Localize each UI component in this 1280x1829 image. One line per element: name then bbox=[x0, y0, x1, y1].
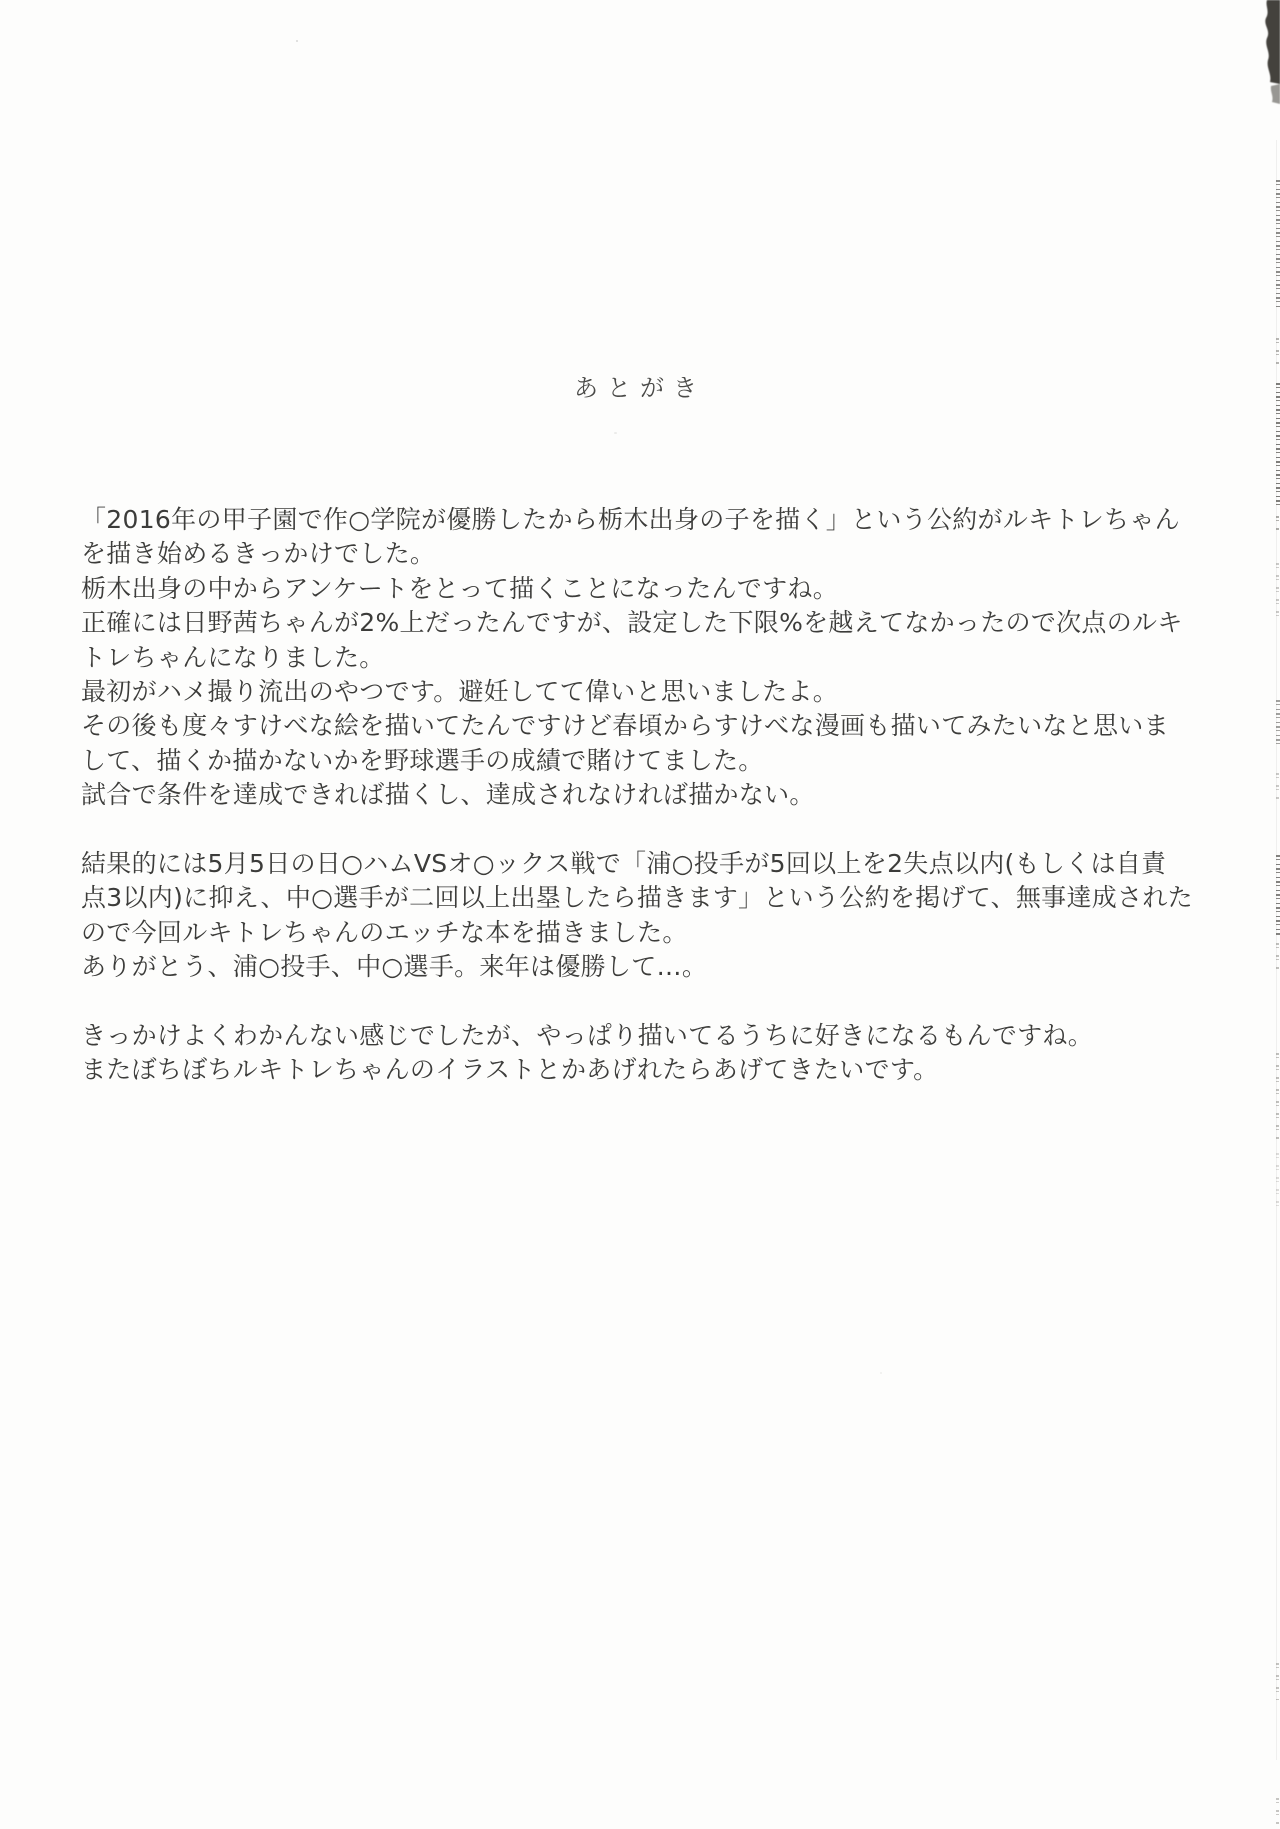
text-line: ありがとう、浦○投手、中○選手。来年は優勝して…。 bbox=[81, 952, 708, 982]
scan-artifact-speckle bbox=[1276, 1050, 1279, 1140]
text-line: 結果的には5月5日の日○ハムVSオ○ックス戦で「浦○投手が5回以上を2失点以内(もしくは自責 bbox=[81, 849, 1167, 879]
scan-artifact-speckle bbox=[1276, 180, 1280, 310]
paragraph bbox=[81, 1019, 1201, 1088]
text-line: トレちゃんになりました。 bbox=[81, 642, 385, 672]
scan-artifact-speckle bbox=[1276, 335, 1279, 365]
text-line: 試合で条件を達成できれば描くし、達成されなければ描かない。 bbox=[81, 780, 815, 810]
paragraph bbox=[81, 847, 1201, 985]
text-line: ので今回ルキトレちゃんのエッチな本を描きました。 bbox=[81, 917, 688, 947]
text-line: を描き始めるきっかけでした。 bbox=[81, 539, 436, 569]
paragraph bbox=[81, 503, 1201, 813]
afterword-text-block bbox=[81, 503, 1201, 1088]
scan-artifact-dust bbox=[268, 1062, 270, 1064]
scan-artifact-speckle bbox=[1276, 1660, 1279, 1700]
scan-artifact-speckle bbox=[1276, 383, 1280, 508]
scan-artifact-dust bbox=[880, 1372, 882, 1374]
scan-artifact-dust bbox=[296, 40, 298, 42]
scan-artifact-speckle bbox=[1276, 770, 1279, 800]
scan-artifact-speckle bbox=[1276, 855, 1280, 935]
scan-artifact-speckle bbox=[1276, 560, 1279, 620]
text-line: またぼちぼちルキトレちゃんのイラストとかあげれたらあげてきたいです。 bbox=[81, 1055, 939, 1085]
scan-artifact-speckle bbox=[1276, 1150, 1279, 1210]
text-line: 最初がハメ撮り流出のやつです。避妊してて偉いと思いましたよ。 bbox=[81, 677, 839, 707]
text-line: 点3以内)に抑え、中○選手が二回以上出塁したら描きます」という公約を掲げて、無事達成された bbox=[81, 883, 1193, 913]
text-line: 正確には日野茜ちゃんが2%上だったんですが、設定した下限%を越えてなかったので次点のルキ bbox=[81, 608, 1183, 638]
scan-artifact-speckle bbox=[1276, 940, 1279, 970]
scan-artifact-speckle bbox=[1276, 1795, 1279, 1825]
text-line: して、描くか描かないかを野球選手の成績で賭けてました。 bbox=[81, 745, 764, 775]
text-line: 栃木出身の中からアンケートをとって描くことになったんですね。 bbox=[81, 573, 839, 603]
text-line: その後も度々すけべな絵を描いてたんですけど春頃からすけべな漫画も描いてみたいなと思いま bbox=[81, 711, 1169, 741]
paragraph-gap bbox=[81, 813, 1201, 847]
text-line: 「2016年の甲子園で作○学院が優勝したから栃木出身の子を描く」という公約がルキトレちゃん bbox=[81, 505, 1180, 534]
page-title: あとがき bbox=[574, 374, 706, 402]
scan-artifact-dust bbox=[614, 432, 617, 434]
paragraph-gap bbox=[81, 985, 1201, 1019]
scan-artifact-corner-smudge bbox=[1262, 0, 1280, 110]
scan-artifact-speckle bbox=[1276, 513, 1279, 531]
text-line: きっかけよくわかんない感じでしたが、やっぱり描いてるうちに好きになるもんですね。 bbox=[81, 1021, 1094, 1051]
scan-artifact-speckle bbox=[1276, 700, 1280, 745]
